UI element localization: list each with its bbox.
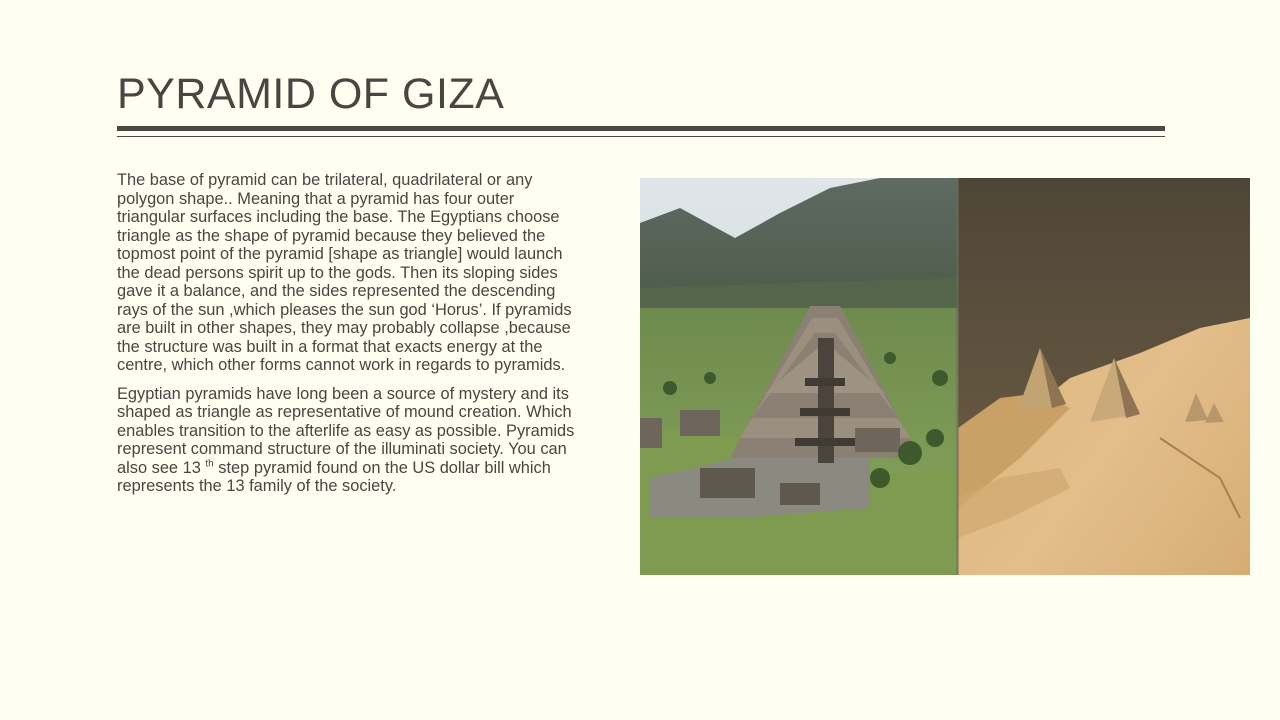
title-divider-thin [117,136,1165,137]
paragraph-2-text: Egyptian pyramids have long been a source of mystery and its shaped as triangle as representative of mound creation. Which enables transition to the afterlife as easy as possible. Pyramids represent command structure of the illuminati society. You can also see 13 [117,384,575,477]
paragraph-1: The base of pyramid can be trilateral, quadrilateral or any polygon shape.. Meaning that a pyramid has four outer triangular surfaces including the base. The Egyptians choose triangle as the shape of pyramid because they believed the topmost point of the pyramid [shape as triangle] would launch the dead persons spirit up to the gods. Then its sloping sides gave it a balance, and the sides represented the descending rays of the sun ,which pleases the sun god ‘Horus’. If pyramids are built in other shapes, they may probably collapse ,because the structure was built in a format that exacts energy at the centre, which other forms cannot work in regards to pyramids. [117,171,572,374]
title-divider-thick [117,126,1165,131]
pyramids-photo [640,178,1250,575]
right-photo-group [958,178,1250,575]
paragraph-2 [117,385,587,496]
left-photo-group [640,178,958,575]
paragraph-2-text-end: step pyramid found on the US dollar bill which represents the 13 family of the society. [117,458,551,495]
body-text [117,171,587,506]
slide-title: PYRAMID OF GIZA [117,70,505,118]
superscript-th: th [205,458,214,470]
